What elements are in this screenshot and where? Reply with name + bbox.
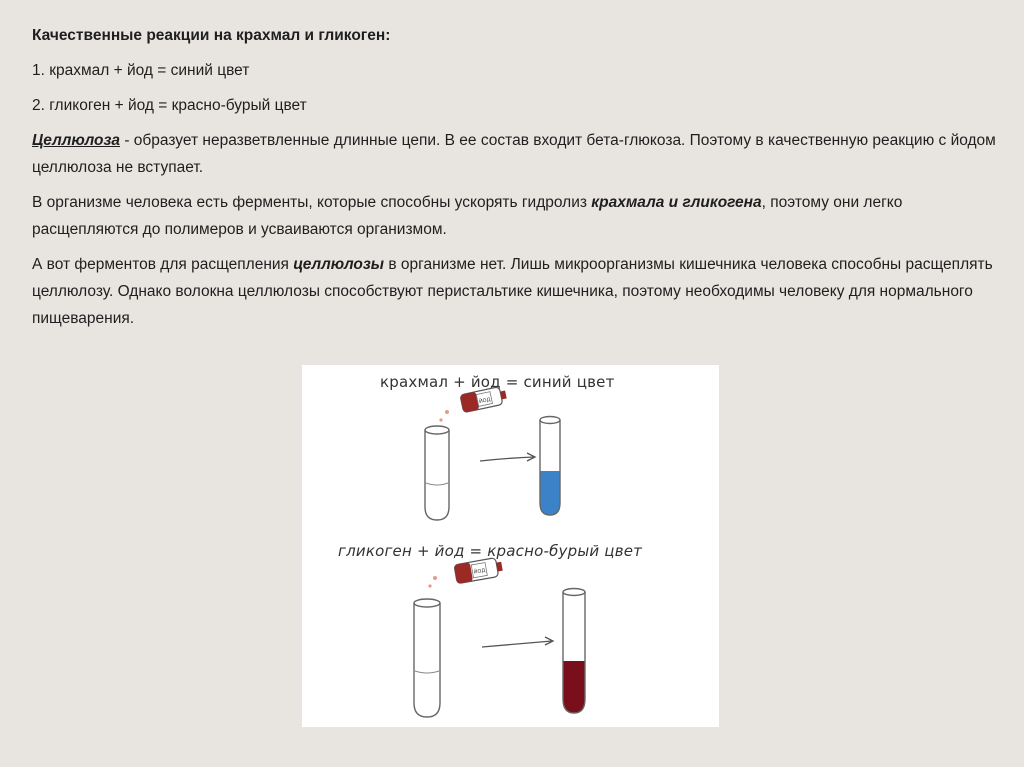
test-tube-empty-icon (414, 599, 440, 717)
digestion-text-1: А вот ферментов для расщепления (32, 256, 294, 273)
iodine-label: ЙОД (473, 567, 486, 576)
slide-text (32, 22, 1007, 340)
enzymes-text-1: В организме человека есть ферменты, которые способны ускорять гидролиз (32, 194, 592, 211)
test-tube-brown-icon (563, 589, 585, 714)
digestion-text-2: в организме нет. Лишь микроорганизмы кишечника человека способны расщеплять целлюлозу. Однако волокна целлюлозы способствуют перистальтике кишечника, поэтому необходимы человеку для нормального пищеварения. (32, 256, 993, 327)
cellulose-paragraph (32, 127, 1007, 181)
cellulose-term: Целлюлоза (32, 132, 121, 149)
iodine-bottle-icon (460, 386, 508, 413)
starch-caption: крахмал + йод = синий цвет (380, 373, 615, 391)
enzymes-paragraph (32, 189, 1007, 243)
iodine-label: ЙОД (478, 396, 492, 406)
cellulose-text: - образует неразветвленные длинные цепи. В ее состав входит бета-глюкоза. Поэтому в качественную реакцию с йодом целлюлоза не вступает. (32, 132, 996, 176)
digestion-emphasis: целлюлозы (293, 256, 385, 273)
enzymes-emphasis: крахмала и гликогена (591, 194, 762, 211)
starch-reaction-line: 1. крахмал + йод = синий цвет (32, 62, 250, 79)
glycogen-caption: гликоген + йод = красно-бурый цвет (338, 542, 643, 560)
reaction-drawing (302, 365, 719, 727)
reaction-illustration (302, 365, 719, 727)
glycogen-reaction-line: 2. гликоген + йод = красно-бурый цвет (32, 97, 307, 114)
test-tube-blue-icon (540, 417, 560, 516)
iodine-bottle-icon (454, 557, 504, 584)
arrow-right-icon (482, 637, 553, 647)
cellulose-digestion-paragraph (32, 251, 1007, 332)
enzymes-text-2: , поэтому они легко расщепляются до полимеров и усваиваются организмом. (32, 194, 903, 238)
test-tube-empty-icon (425, 426, 449, 520)
slide-title: Качественные реакции на крахмал и гликоген: (32, 27, 391, 44)
arrow-right-icon (480, 453, 535, 461)
